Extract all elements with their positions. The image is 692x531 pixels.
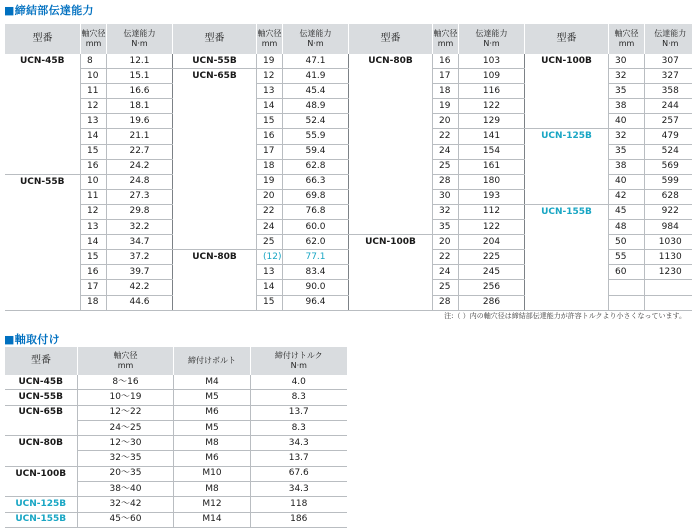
bore-cell: 25 xyxy=(433,280,459,295)
model-cell xyxy=(349,69,433,84)
bore-cell: 16 xyxy=(433,54,459,69)
bore-cell: 38 xyxy=(609,99,645,114)
bore-cell: 24～25 xyxy=(78,420,174,435)
section1-title-text: 締結部伝達能力 xyxy=(14,4,94,17)
model-cell xyxy=(5,204,81,219)
header-capacity: 伝達能力 N·m xyxy=(645,24,692,54)
header-bore: 軸穴径 mm xyxy=(433,24,459,54)
model-cell xyxy=(349,250,433,265)
capacity-cell: 122 xyxy=(459,220,525,235)
capacity-cell: 524 xyxy=(645,144,692,159)
capacity-cell: 12.1 xyxy=(107,54,173,69)
header-bore: 軸穴径 mm xyxy=(609,24,645,54)
capacity-cell: 41.9 xyxy=(283,69,349,84)
bore-cell: 35 xyxy=(609,84,645,99)
model-cell xyxy=(173,84,257,99)
bore-cell: 20 xyxy=(257,189,283,204)
header-bore: 軸穴径 mm xyxy=(257,24,283,54)
model-cell xyxy=(525,99,609,114)
bore-cell: 50 xyxy=(609,235,645,250)
header-capacity: 伝達能力 N·m xyxy=(107,24,173,54)
model-cell xyxy=(5,99,81,114)
capacity-cell: 16.6 xyxy=(107,84,173,99)
bore-cell: 14 xyxy=(81,129,107,144)
model-cell xyxy=(173,174,257,189)
bore-cell: 28 xyxy=(433,174,459,189)
model-cell xyxy=(349,129,433,144)
bore-cell: 13 xyxy=(257,265,283,280)
bore-cell: 12～30 xyxy=(78,436,174,451)
header-capacity: 伝達能力 N·m xyxy=(283,24,349,54)
capacity-cell: 257 xyxy=(645,114,692,129)
square-icon: ■ xyxy=(4,333,15,346)
capacity-cell: 47.1 xyxy=(283,54,349,69)
table-row xyxy=(5,174,692,189)
bore-cell: 17 xyxy=(257,144,283,159)
bore-cell: 30 xyxy=(609,54,645,69)
bore-cell: 32 xyxy=(433,204,459,219)
capacity-cell: 24.2 xyxy=(107,159,173,174)
model-cell: UCN-125B xyxy=(5,497,78,512)
capacity-cell: 42.2 xyxy=(107,280,173,295)
bolt-cell: M6 xyxy=(174,405,251,420)
torque-cell: 13.7 xyxy=(251,451,347,466)
bore-cell: 8 xyxy=(81,54,107,69)
model-cell xyxy=(349,189,433,204)
capacity-table xyxy=(4,24,692,311)
capacity-cell: 29.8 xyxy=(107,204,173,219)
model-cell: UCN-100B xyxy=(349,235,433,250)
model-cell xyxy=(173,280,257,295)
model-cell xyxy=(173,235,257,250)
capacity-cell: 286 xyxy=(459,295,525,310)
torque-cell: 4.0 xyxy=(251,375,347,390)
model-cell xyxy=(525,114,609,129)
bore-cell: 18 xyxy=(257,159,283,174)
model-cell xyxy=(349,295,433,310)
model-cell: UCN-155B xyxy=(525,204,609,219)
torque-cell: 8.3 xyxy=(251,420,347,435)
section2-title-text: 軸取付け xyxy=(14,333,60,346)
model-cell xyxy=(525,220,609,235)
table-row xyxy=(5,295,692,310)
bore-cell: 32 xyxy=(609,129,645,144)
model-cell xyxy=(173,204,257,219)
model-cell xyxy=(525,144,609,159)
header-model: 型番 xyxy=(349,24,433,54)
bore-cell xyxy=(609,295,645,310)
bore-cell xyxy=(609,280,645,295)
table-row xyxy=(5,466,347,481)
bolt-cell: M5 xyxy=(174,420,251,435)
model-cell xyxy=(525,250,609,265)
bore-cell: 48 xyxy=(609,220,645,235)
bore-cell: 25 xyxy=(257,235,283,250)
model-cell xyxy=(5,235,81,250)
bore-cell: 60 xyxy=(609,265,645,280)
capacity-cell: 21.1 xyxy=(107,129,173,144)
bore-cell: 10 xyxy=(81,69,107,84)
model-cell xyxy=(525,84,609,99)
model-cell xyxy=(349,144,433,159)
model-cell: UCN-55B xyxy=(19,176,65,187)
bolt-cell: M10 xyxy=(174,466,251,481)
capacity-cell: 204 xyxy=(459,235,525,250)
capacity-cell: 34.7 xyxy=(107,235,173,250)
bore-cell: 32～35 xyxy=(78,451,174,466)
bore-cell: 16 xyxy=(81,159,107,174)
bore-cell: 24 xyxy=(433,144,459,159)
capacity-cell: 569 xyxy=(645,159,692,174)
bore-cell: 14 xyxy=(81,235,107,250)
bore-cell: 13 xyxy=(257,84,283,99)
bore-cell: 19 xyxy=(257,174,283,189)
model-cell xyxy=(5,159,81,174)
model-cell xyxy=(5,129,81,144)
bore-cell: 10～19 xyxy=(78,390,174,405)
table-row xyxy=(5,189,692,204)
model-cell xyxy=(5,420,78,435)
header-torque: 締付けトルク N·m xyxy=(251,347,347,375)
capacity-cell: 83.4 xyxy=(283,265,349,280)
model-cell xyxy=(525,265,609,280)
table-row xyxy=(5,265,692,280)
header-bolt: 締付けボルト xyxy=(174,347,251,375)
bore-cell: 10 xyxy=(81,174,107,189)
bore-cell: 32 xyxy=(609,69,645,84)
bore-cell: 13 xyxy=(81,220,107,235)
model-cell xyxy=(349,220,433,235)
capacity-cell xyxy=(645,295,692,310)
capacity-cell: 22.7 xyxy=(107,144,173,159)
model-cell: UCN-80B xyxy=(349,54,433,69)
model-cell: UCN-100B xyxy=(15,468,67,479)
bore-cell: 22 xyxy=(257,204,283,219)
bolt-cell: M8 xyxy=(174,436,251,451)
model-cell xyxy=(349,204,433,219)
capacity-cell: 141 xyxy=(459,129,525,144)
mounting-table xyxy=(4,347,347,528)
capacity-cell: 245 xyxy=(459,265,525,280)
bore-cell: 22 xyxy=(433,250,459,265)
footnote: 注:（ ）内の軸穴径は締結部伝達能力が許容トルクより小さくなっています。 xyxy=(444,312,686,320)
table-row xyxy=(5,144,692,159)
capacity-cell: 76.8 xyxy=(283,204,349,219)
capacity-cell: 27.3 xyxy=(107,189,173,204)
bore-cell: 28 xyxy=(433,295,459,310)
model-cell xyxy=(349,99,433,114)
bore-cell: 19 xyxy=(257,54,283,69)
capacity-cell: 129 xyxy=(459,114,525,129)
bore-cell: 42 xyxy=(609,189,645,204)
bore-cell: 45 xyxy=(609,204,645,219)
table-row xyxy=(5,159,692,174)
model-cell xyxy=(5,144,81,159)
bore-cell: 18 xyxy=(81,295,107,310)
bolt-cell: M5 xyxy=(174,390,251,405)
bore-cell: 12～22 xyxy=(78,405,174,420)
model-cell xyxy=(173,265,257,280)
bolt-cell: M8 xyxy=(174,482,251,497)
capacity-cell: 154 xyxy=(459,144,525,159)
model-cell xyxy=(5,69,81,84)
bore-cell: 11 xyxy=(81,84,107,99)
table-row xyxy=(5,390,347,405)
section2-title xyxy=(4,331,60,347)
bore-cell: 35 xyxy=(609,144,645,159)
model-cell xyxy=(173,129,257,144)
model-cell xyxy=(173,99,257,114)
capacity-cell: 103 xyxy=(459,54,525,69)
model-cell xyxy=(349,84,433,99)
capacity-cell: 96.4 xyxy=(283,295,349,310)
capacity-cell: 52.4 xyxy=(283,114,349,129)
bore-cell: 32～42 xyxy=(78,497,174,512)
table-row xyxy=(5,69,692,84)
table-row xyxy=(5,451,347,466)
bore-cell: 24 xyxy=(257,220,283,235)
capacity-cell: 112 xyxy=(459,204,525,219)
table-row xyxy=(5,482,347,497)
model-cell xyxy=(5,114,81,129)
model-cell xyxy=(5,84,81,99)
model-cell xyxy=(5,280,81,295)
capacity-cell: 1130 xyxy=(645,250,692,265)
bore-cell: 24 xyxy=(433,265,459,280)
capacity-cell: 15.1 xyxy=(107,69,173,84)
capacity-cell: 116 xyxy=(459,84,525,99)
mounting-header-row xyxy=(5,347,347,375)
bore-cell: 20 xyxy=(433,235,459,250)
capacity-cell: 66.3 xyxy=(283,174,349,189)
table-row xyxy=(5,54,692,69)
bolt-cell: M14 xyxy=(174,512,251,527)
model-cell xyxy=(525,280,609,295)
bore-cell: 12 xyxy=(81,99,107,114)
model-cell xyxy=(173,159,257,174)
table-row xyxy=(5,405,347,420)
torque-cell: 34.3 xyxy=(251,482,347,497)
model-cell xyxy=(5,265,81,280)
model-cell: UCN-65B xyxy=(18,407,64,418)
model-cell xyxy=(525,295,609,310)
model-cell xyxy=(173,144,257,159)
bolt-cell: M6 xyxy=(174,451,251,466)
table-row xyxy=(5,375,347,390)
header-bore: 軸穴径 mm xyxy=(81,24,107,54)
capacity-cell: 225 xyxy=(459,250,525,265)
header-bore: 軸穴径 mm xyxy=(78,347,174,375)
model-cell: UCN-45B xyxy=(19,55,65,66)
bore-cell: 40 xyxy=(609,174,645,189)
model-cell xyxy=(5,451,78,466)
capacity-cell: 244 xyxy=(645,99,692,114)
capacity-cell: 1030 xyxy=(645,235,692,250)
capacity-cell: 307 xyxy=(645,54,692,69)
bore-cell: 17 xyxy=(81,280,107,295)
capacity-cell: 1230 xyxy=(645,265,692,280)
bore-cell: 40 xyxy=(609,114,645,129)
capacity-cell: 55.9 xyxy=(283,129,349,144)
bore-cell: 20～35 xyxy=(78,466,174,481)
capacity-cell: 32.2 xyxy=(107,220,173,235)
model-cell xyxy=(525,174,609,189)
bore-cell: 45～60 xyxy=(78,512,174,527)
model-cell xyxy=(349,280,433,295)
model-cell xyxy=(5,220,81,235)
capacity-cell: 45.4 xyxy=(283,84,349,99)
capacity-cell: 122 xyxy=(459,99,525,114)
table-row xyxy=(5,280,692,295)
capacity-cell: 19.6 xyxy=(107,114,173,129)
model-cell: UCN-55B xyxy=(173,54,257,69)
capacity-cell: 90.0 xyxy=(283,280,349,295)
capacity-cell: 599 xyxy=(645,174,692,189)
header-model: 型番 xyxy=(525,24,609,54)
bore-cell: 18 xyxy=(433,84,459,99)
capacity-cell: 59.4 xyxy=(283,144,349,159)
table-row xyxy=(5,114,692,129)
header-capacity: 伝達能力 N·m xyxy=(459,24,525,54)
capacity-cell: 69.8 xyxy=(283,189,349,204)
bore-cell: 8～16 xyxy=(78,375,174,390)
capacity-cell: 984 xyxy=(645,220,692,235)
square-icon: ■ xyxy=(4,4,15,17)
table-row xyxy=(5,235,692,250)
torque-cell: 34.3 xyxy=(251,436,347,451)
bore-cell: 55 xyxy=(609,250,645,265)
model-cell xyxy=(173,295,257,310)
capacity-cell xyxy=(645,280,692,295)
bore-cell: 16 xyxy=(81,265,107,280)
header-model: 型番 xyxy=(5,24,81,54)
capacity-cell: 180 xyxy=(459,174,525,189)
torque-cell: 67.6 xyxy=(251,466,347,481)
model-cell: UCN-80B xyxy=(173,250,257,265)
model-cell xyxy=(525,235,609,250)
table-row xyxy=(5,129,692,144)
capacity-cell: 48.9 xyxy=(283,99,349,114)
capacity-cell: 44.6 xyxy=(107,295,173,310)
section1-title xyxy=(4,2,94,18)
bolt-cell: M4 xyxy=(174,375,251,390)
torque-cell: 13.7 xyxy=(251,405,347,420)
capacity-cell: 24.8 xyxy=(107,174,173,189)
bore-cell: 12 xyxy=(81,204,107,219)
bore-cell: 14 xyxy=(257,99,283,114)
table-row xyxy=(5,84,692,99)
bore-cell: 35 xyxy=(433,220,459,235)
capacity-cell: 256 xyxy=(459,280,525,295)
model-cell: UCN-55B xyxy=(5,390,78,405)
capacity-cell: 62.8 xyxy=(283,159,349,174)
model-cell xyxy=(349,159,433,174)
capacity-cell: 60.0 xyxy=(283,220,349,235)
model-cell xyxy=(5,482,78,497)
table-row xyxy=(5,420,347,435)
bolt-cell: M12 xyxy=(174,497,251,512)
header-model: 型番 xyxy=(5,347,78,375)
torque-cell: 8.3 xyxy=(251,390,347,405)
torque-cell: 118 xyxy=(251,497,347,512)
model-cell xyxy=(5,250,81,265)
torque-cell: 186 xyxy=(251,512,347,527)
bore-cell: 15 xyxy=(81,250,107,265)
bore-cell: 17 xyxy=(433,69,459,84)
bore-cell: 11 xyxy=(81,189,107,204)
table-row xyxy=(5,99,692,114)
table-row xyxy=(5,436,347,451)
model-cell xyxy=(173,189,257,204)
table-row xyxy=(5,204,692,219)
capacity-cell: 327 xyxy=(645,69,692,84)
capacity-cell: 18.1 xyxy=(107,99,173,114)
capacity-cell: 358 xyxy=(645,84,692,99)
bore-cell: 14 xyxy=(257,280,283,295)
model-cell: UCN-100B xyxy=(525,54,609,69)
bore-cell: 22 xyxy=(433,129,459,144)
bore-cell: 38 xyxy=(609,159,645,174)
model-cell xyxy=(525,69,609,84)
table-row xyxy=(5,250,692,265)
bore-cell: 25 xyxy=(433,159,459,174)
bore-cell: 19 xyxy=(433,99,459,114)
capacity-cell: 109 xyxy=(459,69,525,84)
capacity-cell: 39.7 xyxy=(107,265,173,280)
bore-cell: 15 xyxy=(257,295,283,310)
capacity-cell: 193 xyxy=(459,189,525,204)
capacity-cell: 628 xyxy=(645,189,692,204)
bore-cell: 16 xyxy=(257,129,283,144)
model-cell: UCN-45B xyxy=(5,375,78,390)
capacity-header-row xyxy=(5,24,692,54)
model-cell xyxy=(525,189,609,204)
model-cell xyxy=(173,114,257,129)
model-cell xyxy=(525,159,609,174)
table-row xyxy=(5,497,347,512)
bore-cell: 30 xyxy=(433,189,459,204)
capacity-cell: 161 xyxy=(459,159,525,174)
bore-cell: 20 xyxy=(433,114,459,129)
model-cell xyxy=(5,295,81,310)
bore-cell: (12) xyxy=(257,250,283,265)
capacity-cell: 77.1 xyxy=(283,250,349,265)
capacity-cell: 479 xyxy=(645,129,692,144)
bore-cell: 38～40 xyxy=(78,482,174,497)
table-row xyxy=(5,220,692,235)
model-cell: UCN-155B xyxy=(5,512,78,527)
capacity-cell: 37.2 xyxy=(107,250,173,265)
model-cell xyxy=(349,265,433,280)
model-cell: UCN-65B xyxy=(173,69,257,84)
model-cell xyxy=(5,189,81,204)
model-cell xyxy=(349,174,433,189)
table-row xyxy=(5,512,347,527)
capacity-cell: 922 xyxy=(645,204,692,219)
capacity-cell: 62.0 xyxy=(283,235,349,250)
bore-cell: 15 xyxy=(257,114,283,129)
model-cell xyxy=(349,114,433,129)
bore-cell: 12 xyxy=(257,69,283,84)
bore-cell: 13 xyxy=(81,114,107,129)
bore-cell: 15 xyxy=(81,144,107,159)
model-cell xyxy=(173,220,257,235)
header-model: 型番 xyxy=(173,24,257,54)
model-cell: UCN-125B xyxy=(525,129,609,144)
model-cell: UCN-80B xyxy=(18,438,64,449)
